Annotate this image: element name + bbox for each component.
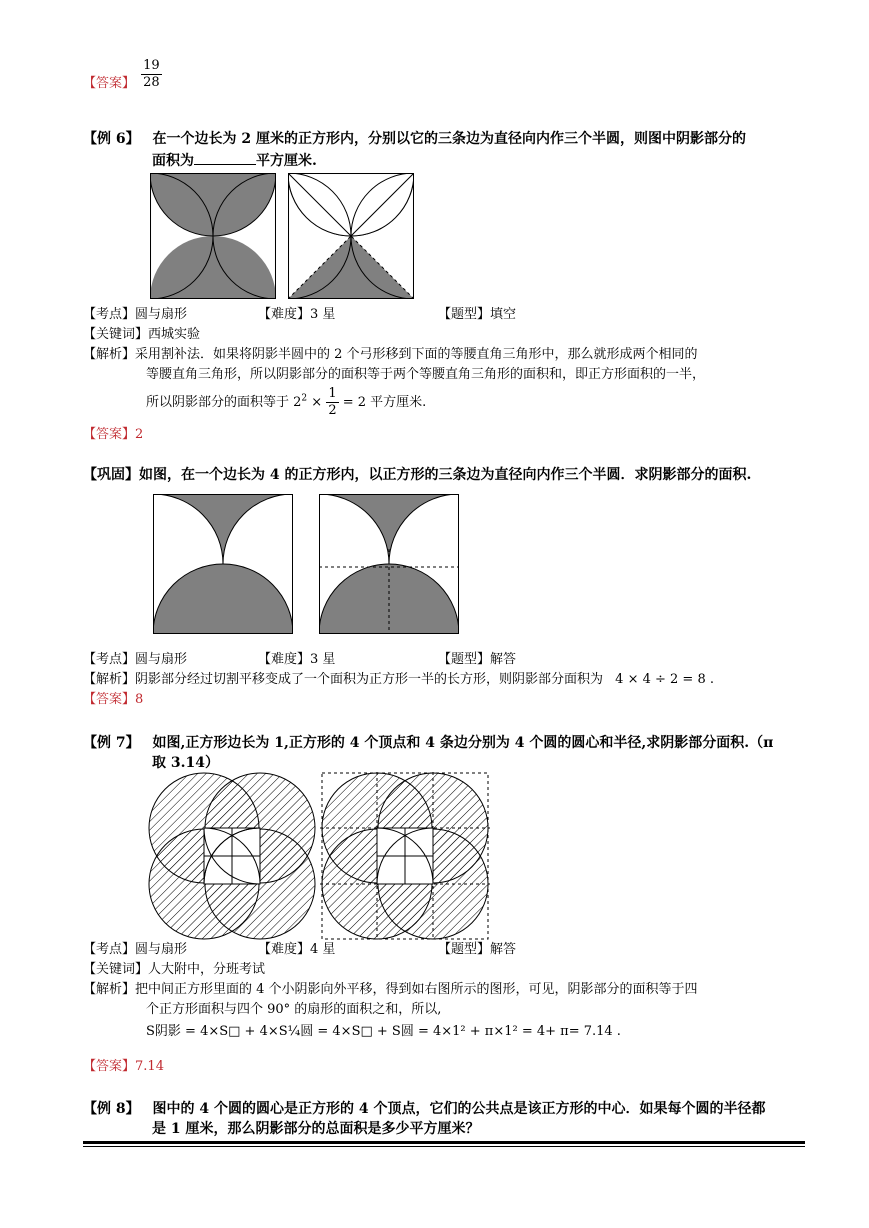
kaodian-tag: 【考点】 [83, 942, 136, 957]
example-7-difficulty [258, 940, 335, 960]
answer-tag: 【答案】 [83, 692, 136, 707]
question-line: 图中的 4 个圆的圆心是正方形的 4 个顶点，它们的公共点是该正方形的中心．如果每个圆的半径都 [152, 1101, 766, 1117]
example-6-keywords [83, 325, 200, 345]
analysis-line: 所以阴影部分的面积等于 2 [146, 395, 302, 410]
example-7-question-line2 [152, 752, 219, 774]
example-7-type [438, 940, 516, 960]
nandu-tag: 【难度】 [258, 307, 311, 322]
times-sign: × [307, 395, 323, 410]
question-line: 在一个边长为 2 厘米的正方形内，分别以它的三条边为直径向内作三个半圆，则图中阴影部分的 [152, 131, 746, 147]
example-6-analysis-line3 [146, 386, 426, 419]
answer-tag: 【答案】 [83, 76, 136, 91]
keyword-value: 西城实验 [148, 327, 201, 342]
kaodian-tag: 【考点】 [83, 307, 136, 322]
answer-value: 7.14 [135, 1059, 164, 1074]
question-text: 如图，在一个边长为 4 的正方形内，以正方形的三条边为直径向内作三个半圆．求阴影部分的面积. [139, 467, 752, 483]
tixing-tag: 【题型】 [438, 307, 491, 322]
answer-value: 2 [135, 427, 144, 442]
fraction-numerator: 1 [328, 386, 337, 401]
tixing-tag: 【题型】 [438, 652, 491, 667]
nandu-tag: 【难度】 [258, 942, 311, 957]
example-7-answer [83, 1057, 164, 1077]
analysis-result: = 2 平方厘米. [342, 395, 427, 410]
example-6-difficulty [258, 305, 335, 325]
gonggu-figure-right [318, 494, 460, 634]
nandu-value: 3 星 [310, 652, 336, 667]
gonggu-analysis [83, 670, 813, 690]
tixing-value: 解答 [490, 652, 517, 667]
nandu-value: 3 星 [310, 307, 336, 322]
example-7-figure-left [148, 772, 316, 940]
answer-tag: 【答案】 [83, 427, 136, 442]
fraction-denominator: 28 [143, 75, 160, 90]
example-7-keywords [83, 960, 265, 980]
tixing-value: 解答 [490, 942, 517, 957]
example-7-analysis-line2 [146, 1000, 441, 1020]
example-6-question [83, 128, 813, 150]
example-7-formula [146, 1022, 621, 1042]
analysis-line: 阴影部分经过切割平移变成了一个面积为正方形一半的长方形，则阴影部分面积为 [135, 672, 604, 687]
gonggu-kaodian [83, 650, 187, 670]
example-8-question-line2 [152, 1118, 480, 1140]
example-6-meta-row [83, 305, 187, 325]
analysis-tag: 【解析】 [83, 347, 136, 362]
analysis-tag: 【解析】 [83, 672, 136, 687]
keyword-tag: 【关键词】 [83, 327, 149, 342]
gonggu-figure-left [152, 494, 294, 634]
question-line: 如图,正方形边长为 1,正方形的 4 个顶点和 4 条边分别为 4 个圆的圆心和半径,求阴影部分面积.（π [152, 735, 774, 751]
analysis-line: 等腰直角三角形，所以阴影部分的面积等于两个等腰直角三角形的面积和，即正方形面积的一半， [146, 367, 706, 382]
example-7-analysis [83, 980, 813, 1000]
gonggu-answer [83, 690, 143, 710]
example-7-question [83, 732, 823, 754]
example-7-kaodian [83, 940, 187, 960]
kaodian-value: 圆与扇形 [135, 307, 188, 322]
example-6-analysis-line2 [146, 365, 705, 385]
fraction-numerator: 19 [143, 58, 160, 73]
area-formula: S阴影 = 4×S□ + 4×S¼圆 = 4×S□ + S圆 = 4×1² + π×1² = 4+ π= 7.14 . [146, 1024, 621, 1039]
kaodian-tag: 【考点】 [83, 652, 136, 667]
analysis-line: 把中间正方形里面的 4 个小阴影向外平移，得到如右图所示的图形，可见，阴影部分的面积等于四 [135, 982, 698, 997]
example-tag: 【例 6】 [83, 131, 140, 147]
footer-rule-thick [83, 1141, 805, 1144]
fraction-denominator: 2 [328, 403, 337, 418]
answer-fraction [141, 58, 162, 91]
analysis-line: 采用割补法．如果将阴影半圆中的 2 个弓形移到下面的等腰直角三角形中，那么就形成两个相同的 [135, 347, 698, 362]
example-tag: 【例 8】 [83, 1101, 140, 1117]
keyword-tag: 【关键词】 [83, 962, 149, 977]
kaodian-value: 圆与扇形 [135, 652, 188, 667]
example-6-figure-right [288, 173, 414, 299]
example-6-type [438, 305, 516, 325]
analysis-tag: 【解析】 [83, 982, 136, 997]
example-6-figure-left [150, 173, 276, 299]
gonggu-difficulty [258, 650, 335, 670]
tixing-value: 填空 [490, 307, 517, 322]
nandu-tag: 【难度】 [258, 652, 311, 667]
question-line: 取 3.14） [152, 755, 219, 771]
example-8-question [83, 1098, 823, 1120]
question-text: 面积为 [152, 153, 194, 169]
answer-blank [194, 150, 256, 165]
nandu-value: 4 星 [310, 942, 336, 957]
example-6-analysis [83, 345, 813, 365]
example-tag: 【例 7】 [83, 735, 140, 751]
answer-value: 8 [135, 692, 144, 707]
answer-tag: 【答案】 [83, 1059, 136, 1074]
exponent: 2 [301, 393, 308, 404]
example-6-answer [83, 425, 143, 445]
keyword-value: 人大附中，分班考试 [148, 962, 266, 977]
question-line: 是 1 厘米，那么阴影部分的总面积是多少平方厘米？ [152, 1121, 480, 1137]
example-6-question-line2 [152, 150, 317, 172]
tixing-tag: 【题型】 [438, 942, 491, 957]
prev-answer-block [83, 58, 162, 94]
gonggu-question [83, 464, 823, 486]
analysis-formula: 4 × 4 ÷ 2 = 8 . [615, 672, 714, 687]
gonggu-tag: 【巩固】 [83, 467, 139, 483]
footer-rule-thin [83, 1146, 805, 1147]
kaodian-value: 圆与扇形 [135, 942, 188, 957]
example-7-figure-right [320, 772, 490, 940]
analysis-line: 个正方形面积与四个 90° 的扇形的面积之和，所以, [146, 1002, 442, 1017]
half-fraction [326, 386, 338, 419]
gonggu-type [438, 650, 516, 670]
question-text: 平方厘米. [256, 153, 317, 169]
